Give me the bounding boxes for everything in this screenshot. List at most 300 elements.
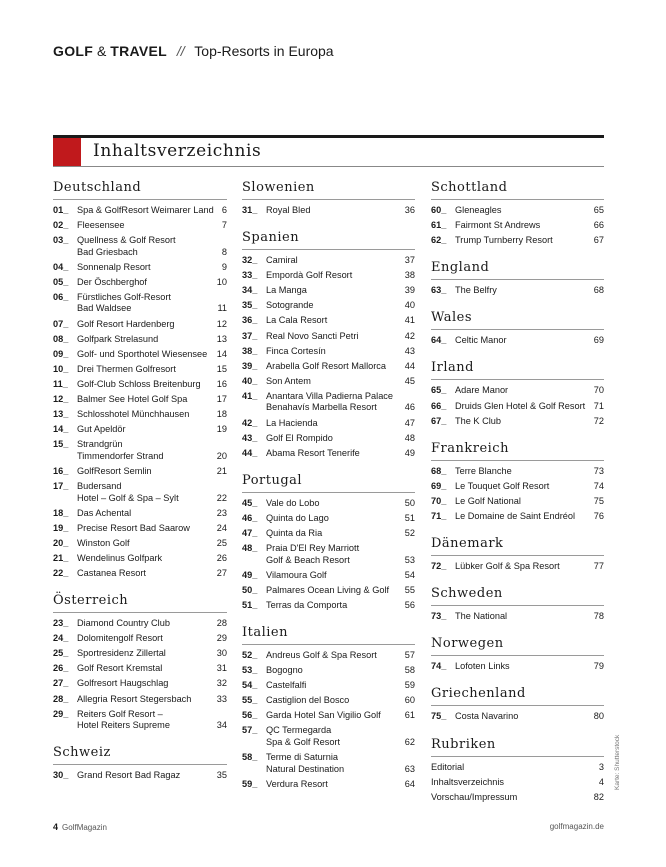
entry-name: Costa Navarino [455, 711, 519, 722]
toc-section [53, 178, 227, 581]
entry-name: Le Touquet Golf Resort [455, 480, 550, 491]
entry-page: 40 [404, 300, 415, 311]
entry-page: 76 [593, 511, 604, 522]
entry-name: Le Golf National [455, 495, 521, 506]
entry-name: Balmer See Hotel Golf Spa [77, 394, 188, 405]
toc-title-bar [53, 135, 604, 167]
entry-number: 41_ [242, 390, 258, 401]
toc-entry [53, 768, 227, 783]
entry-number: 61_ [431, 220, 447, 231]
red-accent-block [53, 138, 81, 166]
entry-name: Golf Resort Kremstal [77, 663, 163, 674]
entry-number: 16_ [53, 465, 69, 476]
entry-page: 10 [216, 276, 227, 287]
toc-entry [431, 479, 604, 494]
toc-entry [53, 646, 227, 661]
entry-page: 23 [216, 507, 227, 518]
toc-entry [53, 392, 227, 407]
entry-page: 77 [593, 561, 604, 572]
entry-page: 70 [593, 385, 604, 396]
entry-page: 68 [593, 285, 604, 296]
entry-number: 15_ [53, 439, 69, 450]
section-title: Wales [431, 308, 604, 330]
toc-entry [242, 693, 415, 708]
footer-magazine: GolfMagazin [62, 823, 107, 832]
entry-page: 62 [404, 736, 415, 747]
toc-section [53, 591, 227, 733]
entry-page: 67 [593, 235, 604, 246]
entry-page: 38 [404, 270, 415, 281]
entry-page: 21 [216, 465, 227, 476]
entry-number: 36_ [242, 315, 258, 326]
toc-entry [53, 332, 227, 347]
toc-entry [242, 283, 415, 298]
entry-number: 53_ [242, 665, 258, 676]
toc-entry [431, 233, 604, 248]
toc-entry [53, 290, 227, 317]
toc-entry [242, 723, 415, 750]
toc-title: Inhaltsverzeichnis [93, 141, 262, 161]
toc-entry [53, 260, 227, 275]
entry-page: 24 [216, 522, 227, 533]
entry-name: Fleesensee [77, 220, 125, 231]
toc-entry [431, 709, 604, 724]
entry-page: 17 [216, 394, 227, 405]
toc-entry [431, 509, 604, 524]
entry-number: 35_ [242, 300, 258, 311]
toc-entry [431, 203, 604, 218]
entry-page: 37 [404, 255, 415, 266]
entry-number: 05_ [53, 276, 69, 287]
entry-page: 6 [221, 205, 227, 215]
entry-name: Das Achental [77, 507, 132, 518]
entry-page: 15 [216, 363, 227, 374]
entry-name: Fairmont St Andrews [455, 220, 541, 231]
toc-entry [242, 708, 415, 723]
entry-name: Empordà Golf Resort [266, 270, 353, 281]
toc-entry [53, 566, 227, 581]
entry-number: 71_ [431, 511, 447, 522]
toc-section [431, 634, 604, 674]
toc-entry [242, 511, 415, 526]
toc-entry [431, 283, 604, 298]
entry-name: Lofoten Links [455, 661, 510, 672]
entry-page: 13 [216, 333, 227, 344]
entry-page: 60 [404, 695, 415, 706]
entry-name: Quellness & Golf Resort Bad Griesbach [77, 235, 176, 257]
toc-entry [53, 707, 227, 734]
entry-page: 71 [593, 400, 604, 411]
entry-name: Sportresidenz Zillertal [77, 648, 166, 659]
header-brand-amp: & [96, 43, 107, 59]
entry-name: Terme di Saturnia Natural Destination [266, 752, 345, 774]
section-title: Dänemark [431, 534, 604, 556]
entry-page: 61 [404, 710, 415, 721]
entry-page: 11 [217, 303, 227, 314]
section-title: Schweiz [53, 743, 227, 765]
entry-name: Allegria Resort Stegersbach [77, 693, 192, 704]
entry-name: Celtic Manor [455, 335, 507, 346]
toc-entry [242, 750, 415, 777]
entry-number: 22_ [53, 567, 69, 578]
entry-name: Sotogrande [266, 300, 314, 311]
entry-number: 04_ [53, 261, 69, 272]
entry-number: 24_ [53, 633, 69, 644]
toc-entry [431, 559, 604, 574]
entry-page: 4 [598, 776, 604, 787]
entry-number: 42_ [242, 417, 258, 428]
entry-number: 26_ [53, 663, 69, 674]
footer-page-number: 4 [53, 822, 59, 832]
entry-page: 42 [404, 330, 415, 341]
entry-number: 13_ [53, 409, 69, 420]
entry-number: 03_ [53, 235, 69, 246]
toc-section [242, 471, 415, 613]
toc-entry [242, 359, 415, 374]
entry-name: Schlosshotel Münchhausen [77, 409, 190, 420]
entry-page: 74 [593, 480, 604, 491]
entry-name: Strandgrün Timmendorfer Strand [77, 439, 164, 461]
entry-page: 32 [216, 678, 227, 689]
entry-number: 67_ [431, 415, 447, 426]
entry-number: 64_ [431, 335, 447, 346]
header-brand-golf: GOLF [53, 43, 94, 59]
entry-name: QC Termegarda Spa & Golf Resort [266, 725, 341, 747]
entry-name: Castiglion del Bosco [266, 695, 350, 706]
entry-name: Vale do Lobo [266, 497, 320, 508]
entry-name: Drei Thermen Golfresort [77, 363, 176, 374]
entry-name: Gut Apeldör [77, 424, 126, 435]
entry-number: 30_ [53, 770, 69, 781]
entry-number: 63_ [431, 285, 447, 296]
toc-entry [53, 676, 227, 691]
entry-page: 49 [404, 447, 415, 458]
section-title: Frankreich [431, 439, 604, 461]
entry-number: 02_ [53, 220, 69, 231]
entry-name: Budersand Hotel – Golf & Spa – Sylt [77, 481, 179, 503]
toc-entry [431, 218, 604, 233]
toc-entry [53, 692, 227, 707]
entry-name: Royal Bled [266, 205, 311, 215]
toc-entry [53, 203, 227, 218]
toc-entry [53, 437, 227, 464]
entry-number: 62_ [431, 235, 447, 246]
toc-entry [53, 506, 227, 521]
toc-entry [53, 661, 227, 676]
toc-entry [431, 399, 604, 414]
entry-page: 69 [593, 335, 604, 346]
entry-name: Quinta do Lago [266, 512, 329, 523]
toc-entry [242, 344, 415, 359]
entry-page: 52 [404, 528, 415, 538]
entry-number: 55_ [242, 695, 258, 706]
toc-entry [53, 616, 227, 631]
toc-entry [242, 526, 415, 541]
entry-number: 70_ [431, 495, 447, 506]
footer-left [53, 822, 107, 832]
toc-entry [242, 374, 415, 389]
entry-page: 80 [593, 711, 604, 722]
entry-page: 28 [216, 618, 227, 629]
entry-name: Praia D'El Rey Marriott Golf & Beach Resort [266, 543, 360, 565]
entry-name: Castelfalfi [266, 680, 307, 691]
entry-name: Verdura Resort [266, 778, 328, 789]
entry-number: 59_ [242, 778, 258, 789]
toc-section [431, 178, 604, 248]
entry-page: 7 [221, 220, 227, 231]
toc-section [431, 439, 604, 524]
entry-name: Le Domaine de Saint Endréol [455, 511, 576, 522]
entry-name: Diamond Country Club [77, 618, 170, 629]
entry-number: 47_ [242, 528, 258, 538]
entry-number: 60_ [431, 205, 447, 215]
entry-name: La Cala Resort [266, 315, 328, 326]
entry-page: 58 [404, 665, 415, 676]
entry-page: 73 [593, 465, 604, 476]
toc-entry [242, 313, 415, 328]
toc-column-3 [431, 178, 604, 805]
entry-name: La Hacienda [266, 417, 318, 428]
entry-page: 51 [404, 512, 415, 523]
entry-number: 07_ [53, 318, 69, 329]
entry-number: 18_ [53, 507, 69, 518]
entry-page: 53 [404, 554, 415, 565]
toc-entry [431, 494, 604, 509]
entry-number: 72_ [431, 561, 447, 572]
entry-number: 40_ [242, 375, 258, 386]
toc-entry [242, 446, 415, 461]
entry-name: The National [455, 611, 508, 622]
toc-entry [431, 383, 604, 398]
entry-number: 38_ [242, 345, 258, 356]
entry-name: Sonnenalp Resort [77, 261, 151, 272]
entry-name: Reiters Golf Resort – Hotel Reiters Supreme [77, 708, 170, 731]
entry-page: 31 [216, 663, 227, 674]
entry-number: 73_ [431, 611, 447, 622]
toc-entry [431, 790, 604, 805]
entry-name: Adare Manor [455, 385, 509, 396]
entry-name: Anantara Villa Padierna Palace Benahavís Marbella Resort [266, 390, 394, 413]
entry-page: 64 [404, 778, 415, 789]
toc-entry [242, 663, 415, 678]
entry-name: Vilamoura Golf [266, 569, 327, 580]
entry-number: 57_ [242, 725, 258, 736]
entry-page: 27 [216, 567, 227, 578]
toc-entry [53, 275, 227, 290]
entry-number: 46_ [242, 512, 258, 523]
toc-entry [53, 362, 227, 377]
toc-section [242, 178, 415, 218]
entry-number: 39_ [242, 360, 258, 371]
toc-entry [242, 203, 415, 218]
entry-name: Bogogno [266, 665, 303, 676]
toc-entry [53, 464, 227, 479]
entry-number: 52_ [242, 649, 258, 660]
toc-entry [53, 407, 227, 422]
toc-entry [242, 416, 415, 431]
header-subtitle: Top-Resorts in Europa [194, 43, 334, 59]
entry-page: 55 [404, 584, 415, 595]
entry-page: 54 [404, 569, 415, 580]
entry-page: 56 [404, 599, 415, 610]
toc-entry [242, 298, 415, 313]
entry-number: 45_ [242, 497, 258, 508]
section-title: Italien [242, 623, 415, 645]
entry-number: 34_ [242, 285, 258, 296]
header-separator: // [176, 43, 185, 59]
entry-name: Castanea Resort [77, 567, 146, 578]
entry-number: 54_ [242, 680, 258, 691]
entry-number: 09_ [53, 348, 69, 359]
entry-name: Golf- und Sporthotel Wiesensee [77, 348, 208, 359]
entry-number: 14_ [53, 424, 69, 435]
toc-entry [53, 218, 227, 233]
toc-column-1 [53, 178, 227, 783]
toc-entry [431, 609, 604, 624]
toc-section [431, 584, 604, 624]
image-credit: Karte: Shutterstock [614, 734, 621, 790]
entry-name: Spa & GolfResort Weimarer Land [77, 205, 214, 215]
entry-page: 8 [221, 246, 227, 257]
entry-number: 75_ [431, 711, 447, 722]
entry-name: Garda Hotel San Vigilio Golf [266, 710, 381, 721]
section-title: Schweden [431, 584, 604, 606]
toc-entry [53, 347, 227, 362]
entry-page: 3 [598, 761, 604, 772]
toc-entry [431, 775, 604, 790]
section-title: Schottland [431, 178, 604, 200]
entry-page: 9 [221, 261, 227, 272]
entry-number: 69_ [431, 480, 447, 491]
entry-name: Camiral [266, 255, 298, 266]
entry-name: Gleneagles [455, 205, 502, 215]
entry-page: 50 [404, 497, 415, 508]
toc-entry [242, 431, 415, 446]
entry-name: The K Club [455, 415, 501, 426]
entry-number: 31_ [242, 205, 258, 215]
section-title: Slowenien [242, 178, 415, 200]
toc-column-2 [242, 178, 415, 792]
entry-number: 29_ [53, 708, 69, 719]
toc-section [431, 358, 604, 428]
entry-number: 06_ [53, 291, 69, 302]
entry-number: 23_ [53, 618, 69, 629]
toc-entry [53, 521, 227, 536]
entry-name: Terre Blanche [455, 465, 512, 476]
entry-name: The Belfry [455, 285, 497, 296]
entry-page: 48 [404, 432, 415, 443]
toc-entry [53, 536, 227, 551]
section-title: Österreich [53, 591, 227, 613]
toc-entry [242, 648, 415, 663]
section-title: Griechenland [431, 684, 604, 706]
entry-name: Wendelinus Golfpark [77, 552, 163, 563]
toc-entry [242, 583, 415, 598]
toc-entry [431, 414, 604, 429]
entry-name: Abama Resort Tenerife [266, 447, 360, 458]
entry-page: 16 [216, 378, 227, 389]
entry-name: Winston Golf [77, 537, 130, 548]
entry-page: 35 [216, 770, 227, 781]
entry-page: 47 [404, 417, 415, 428]
toc-entry [242, 268, 415, 283]
entry-number: 12_ [53, 394, 69, 405]
entry-name: Trump Turnberry Resort [455, 235, 553, 246]
toc-section [431, 534, 604, 574]
entry-page: 36 [404, 205, 415, 215]
toc-entry [431, 333, 604, 348]
entry-page: 39 [404, 285, 415, 296]
page-header [53, 41, 334, 61]
entry-name: Editorial [431, 761, 465, 772]
section-title: Deutschland [53, 178, 227, 200]
toc-section [53, 743, 227, 783]
entry-page: 41 [404, 315, 415, 326]
entry-name: Grand Resort Bad Ragaz [77, 770, 181, 781]
entry-name: Dolomitengolf Resort [77, 633, 163, 644]
entry-number: 49_ [242, 569, 258, 580]
entry-page: 63 [404, 763, 415, 774]
entry-page: 65 [593, 205, 604, 215]
toc-entry [53, 551, 227, 566]
toc-entry [242, 568, 415, 583]
entry-number: 08_ [53, 333, 69, 344]
entry-page: 19 [216, 424, 227, 435]
entry-number: 10_ [53, 363, 69, 374]
toc-entry [242, 253, 415, 268]
entry-page: 14 [216, 348, 227, 359]
entry-page: 75 [593, 495, 604, 506]
toc-entry [53, 422, 227, 437]
section-title: Spanien [242, 228, 415, 250]
toc-entry [53, 317, 227, 332]
toc-section [242, 228, 415, 461]
toc-entry [431, 464, 604, 479]
entry-name: Golf Resort Hardenberg [77, 318, 175, 329]
entry-name: GolfResort Semlin [77, 465, 152, 476]
entry-number: 68_ [431, 465, 447, 476]
entry-name: Druids Glen Hotel & Golf Resort [455, 400, 586, 411]
entry-page: 45 [404, 375, 415, 386]
entry-number: 21_ [53, 552, 69, 563]
entry-name: Finca Cortesín [266, 345, 326, 356]
toc-section [431, 735, 604, 805]
toc-entry [53, 479, 227, 506]
toc-entry [242, 541, 415, 568]
section-title: Portugal [242, 471, 415, 493]
entry-name: Fürstliches Golf-Resort Bad Waldsee [77, 291, 171, 314]
entry-page: 72 [593, 415, 604, 426]
toc-entry [431, 659, 604, 674]
entry-number: 37_ [242, 330, 258, 341]
section-title: Norwegen [431, 634, 604, 656]
entry-page: 26 [216, 552, 227, 563]
toc-entry [242, 777, 415, 792]
entry-number: 17_ [53, 481, 69, 491]
entry-name: Terras da Comporta [266, 599, 348, 610]
entry-number: 28_ [53, 693, 69, 704]
entry-page: 44 [404, 360, 415, 371]
entry-name: Golfpark Strelasund [77, 333, 159, 344]
entry-name: Golfresort Haugschlag [77, 678, 169, 689]
toc-entry [242, 329, 415, 344]
entry-number: 43_ [242, 432, 258, 443]
entry-number: 65_ [431, 385, 447, 396]
toc-entry [242, 496, 415, 511]
entry-name: Precise Resort Bad Saarow [77, 522, 190, 533]
entry-name: Inhaltsverzeichnis [431, 776, 505, 787]
toc-entry [431, 760, 604, 775]
